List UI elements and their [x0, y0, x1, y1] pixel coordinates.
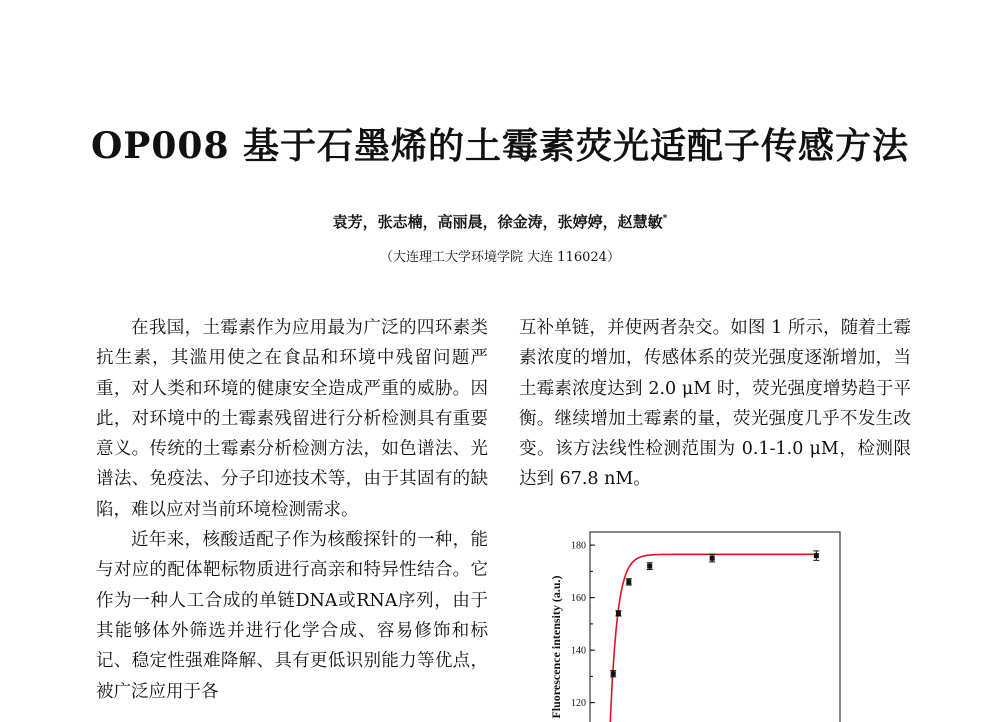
y-tick-label: 120: [571, 698, 586, 710]
data-point: [611, 671, 616, 676]
data-point: [616, 611, 621, 616]
left-column: [96, 313, 488, 707]
affiliation: （大连理工大学环境学院 大连 116024）: [380, 250, 620, 265]
right-column: [519, 313, 911, 495]
fit-curve: [610, 554, 816, 722]
paper-title: OP008 基于石墨烯的土霉素荧光适配子传感方法: [90, 125, 910, 167]
paragraph: 互补单链，并使两者杂交。如图 1 所示，随着土霉素浓度的增加，传感体系的荧光强度逐渐增加，当土霉素浓度达到 2.0 μM 时，荧光强度增势趋于平衡。继续增加土霉素的量，荧光强度几乎不发生改变。该方法线性检测范围为 0.1-1.0 μM，检测限达到 67.8 nM。: [519, 318, 911, 490]
y-tick-label: 180: [571, 540, 586, 552]
y-tick-label: 160: [571, 593, 586, 605]
y-tick-label: 140: [571, 645, 586, 657]
data-point: [814, 553, 819, 558]
author-names: 袁芳，张志楠，高丽晨，徐金涛，张婷婷，赵慧敏: [332, 213, 663, 231]
fluorescence-chart: [540, 522, 860, 722]
data-point: [710, 556, 715, 561]
author-list: [0, 211, 1000, 232]
y-axis-label: Fluorescence intensity (a.u.): [549, 575, 563, 719]
plot-frame: [590, 532, 840, 722]
paragraph: 在我国，土霉素作为应用最为广泛的四环素类抗生素，其滥用使之在食品和环境中残留问题严重，对人类和环境的健康安全造成严重的威胁。因此，对环境中的土霉素残留进行分析检测具有重要意义。传统的土霉素分析检测方法，如色谱法、光谱法、免疫法、分子印迹技术等，由于其固有的缺陷，难以应对当前环境检测需求。: [96, 318, 488, 520]
corresponding-mark: *: [662, 214, 668, 224]
paragraph: 近年来，核酸适配子作为核酸探针的一种，能与对应的配体靶标物质进行高亲和特异性结合。它作为一种人工合成的单链DNA或RNA序列，由于其能够体外筛选并进行化学合成、容易修饰和标记、稳定性强难降解、具有更低识别能力等优点，被广泛应用于各: [96, 530, 488, 702]
data-point: [647, 564, 652, 569]
data-point: [626, 579, 631, 584]
